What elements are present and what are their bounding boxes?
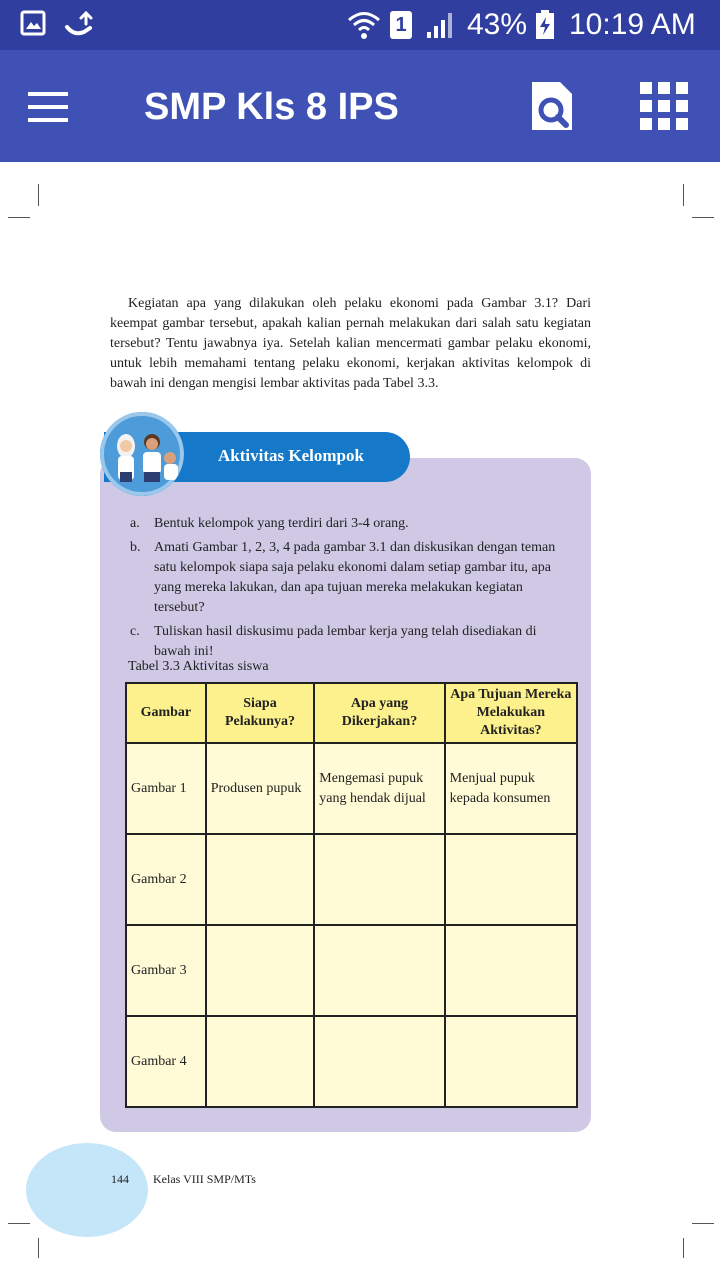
table-row <box>126 743 577 834</box>
crop-mark <box>683 1238 684 1258</box>
status-bar <box>0 0 720 50</box>
crop-mark <box>692 1223 714 1224</box>
table-cell <box>314 834 444 925</box>
app-title: SMP Kls 8 IPS <box>144 86 399 128</box>
table-cell: Gambar 4 <box>126 1016 206 1107</box>
table-header-cell: Siapa Pelakunya? <box>206 683 315 743</box>
task-text: Amati Gambar 1, 2, 3, 4 pada gambar 3.1 dan diskusikan dengan teman satu kelompok siapa saja pelaku ekonomi dalam setiap gambar itu, apa yang mereka lakukan, dan apa tujuan mereka melakukan kegiatan tersebut? <box>154 540 556 615</box>
sim-slot-label: 1 <box>395 14 407 36</box>
sim-icon <box>390 11 412 39</box>
search-document-icon[interactable] <box>524 78 580 134</box>
table-cell <box>314 925 444 1016</box>
activity-table <box>125 682 578 1108</box>
table-cell <box>206 834 315 925</box>
table-row <box>126 1016 577 1107</box>
table-cell: Gambar 1 <box>126 743 206 834</box>
task-item <box>130 538 572 618</box>
crop-mark <box>38 1238 39 1258</box>
battery-percent: 43% <box>467 8 528 41</box>
table-cell: Gambar 3 <box>126 925 206 1016</box>
table-cell <box>206 925 315 1016</box>
table-cell <box>445 1016 577 1107</box>
activity-banner-title: Aktivitas Kelompok <box>218 446 364 465</box>
table-cell: Menjual pupuk kepada konsumen <box>445 743 577 834</box>
table-caption: Tabel 3.3 Aktivitas siswa <box>128 659 269 674</box>
signal-icon <box>425 10 455 40</box>
table-row <box>126 925 577 1016</box>
crop-mark <box>8 217 30 218</box>
image-icon <box>20 10 46 36</box>
task-item <box>130 622 572 662</box>
table-cell: Produsen pupuk <box>206 743 315 834</box>
table-header-row <box>126 683 577 743</box>
table-row <box>126 834 577 925</box>
clock: 10:19 AM <box>569 8 696 41</box>
task-list <box>130 514 572 666</box>
table-cell <box>445 925 577 1016</box>
intro-paragraph: Kegiatan apa yang dilakukan oleh pelaku ekonomi pada Gambar 3.1? Dari keempat gambar tersebut, apakah kalian pernah melakukan dari salah satu kegiatan tersebut? Tentu jawabnya iya. Setelah kalian mencermati gambar pelaku ekonomi, untuk lebih memahami tentang pelaku ekonomi, kerjakan aktivitas kelompok di bawah ini dengan mengisi lembar aktivitas pada Tabel 3.3. <box>110 296 591 391</box>
download-icon <box>64 10 96 38</box>
table-cell <box>206 1016 315 1107</box>
crop-mark <box>38 184 39 206</box>
table-cell: Gambar 2 <box>126 834 206 925</box>
table-cell <box>314 1016 444 1107</box>
table-header-cell: Apa Tujuan Mereka Melakukan Aktivitas? <box>445 683 577 743</box>
crop-mark <box>683 184 684 206</box>
task-letter: a. <box>130 516 140 531</box>
wifi-icon <box>347 10 381 40</box>
crop-mark <box>692 217 714 218</box>
footer-text: Kelas VIII SMP/MTs <box>153 1172 256 1186</box>
task-text: Tuliskan hasil diskusimu pada lembar kerja yang telah disediakan di bawah ini! <box>154 624 537 659</box>
page-number: 144 <box>111 1172 129 1186</box>
task-text: Bentuk kelompok yang terdiri dari 3-4 orang. <box>154 516 409 531</box>
table-header-cell: Gambar <box>126 683 206 743</box>
document-page[interactable] <box>0 162 720 1280</box>
students-illustration <box>100 412 184 496</box>
app-bar <box>0 50 720 162</box>
task-letter: b. <box>130 540 141 555</box>
grid-icon[interactable] <box>640 82 688 130</box>
task-letter: c. <box>130 624 140 639</box>
table-cell: Mengemasi pupuk yang hendak dijual <box>314 743 444 834</box>
battery-charging-icon <box>534 10 556 40</box>
footer-decoration <box>26 1143 148 1237</box>
menu-icon[interactable] <box>28 92 68 122</box>
table-header-cell: Apa yang Dikerjakan? <box>314 683 444 743</box>
crop-mark <box>8 1223 30 1224</box>
task-item <box>130 514 572 534</box>
table-cell <box>445 834 577 925</box>
